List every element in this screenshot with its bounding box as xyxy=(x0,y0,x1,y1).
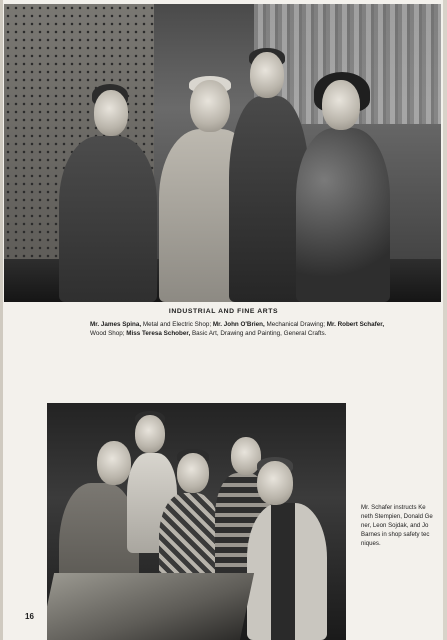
faculty-name: Miss Teresa Schober, xyxy=(126,329,191,337)
faculty-photo xyxy=(4,4,441,302)
shop-class-photo xyxy=(47,403,346,640)
table-saw xyxy=(47,573,254,640)
page-number: 16 xyxy=(25,612,34,621)
section-title: INDUSTRIAL AND FINE ARTS xyxy=(168,308,279,315)
faculty-name: Mr. James Spina, xyxy=(90,321,142,328)
faculty-role: Metal and Electric Shop; xyxy=(141,321,213,328)
faculty-caption xyxy=(90,321,396,338)
page-edge-left xyxy=(0,0,3,640)
faculty-role: Mechanical Drawing; xyxy=(264,321,327,328)
photo-caption: Mr. Schafer instructs Ke neth Stempien, Donald Ge ner, Leon Sojdak, and Jo Barnes in shop safety tec niques. xyxy=(361,504,433,547)
faculty-name: Mr. John O'Brien, xyxy=(212,321,265,328)
faculty-name: Mr. Robert Schafer, xyxy=(326,321,385,328)
faculty-role: Wood Shop; xyxy=(90,329,127,337)
faculty-role: Basic Art, Drawing and Painting, General Crafts. xyxy=(190,329,327,337)
